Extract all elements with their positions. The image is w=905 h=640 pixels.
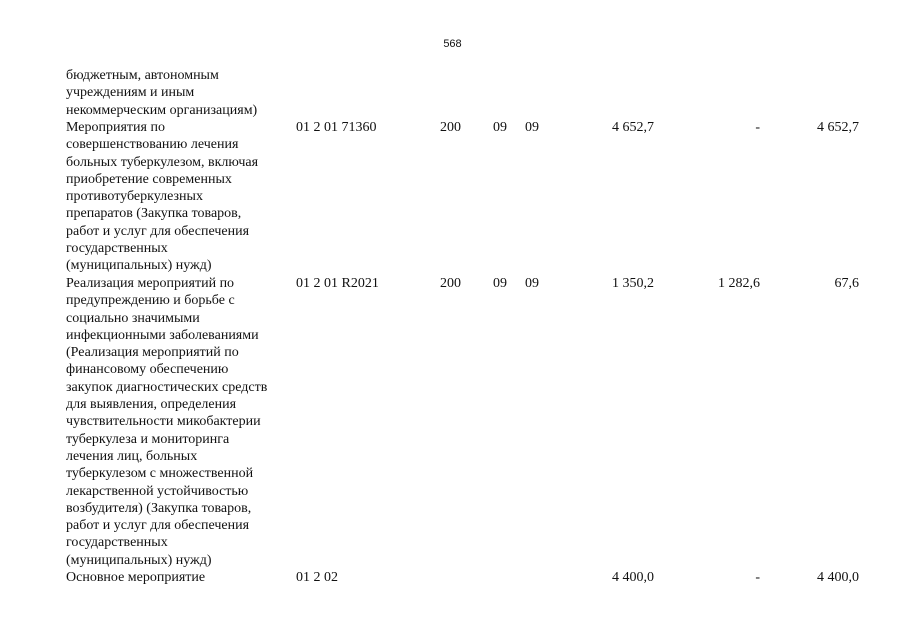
description-line: (муниципальных) нужд) [66,552,212,568]
description-line: работ и услуг для обеспечения [66,223,250,239]
description-line: для выявления, определения [66,397,237,413]
description-line: закупок диагностических средств [66,379,268,395]
description-line: лекарственной устойчивостью [66,483,249,499]
row-description [66,119,288,275]
page-number: 568 [443,38,462,50]
description-line: совершенствованию лечения [66,137,239,153]
subsection-code: 09 [525,276,539,291]
subsection-code: 09 [525,120,539,135]
description-line: противотуберкулезных [66,189,203,205]
description-line: (муниципальных) нужд) [66,258,212,274]
description-line: туберкулезом с множественной [66,466,254,482]
description-line: предупреждению и борьбе с [66,293,235,309]
description-line: Мероприятия по [66,120,165,135]
regional-amount: 4 400,0 [817,570,859,585]
description-line: препаратов (Закупка товаров, [66,206,242,222]
description-line: учреждениям и иным [66,85,195,101]
description-line: лечения лиц, больных [66,448,198,464]
description-line: туберкулеза и мониторинга [66,431,230,447]
expense-type-code: 200 [440,120,461,135]
description-line: работ и услуг для обеспечения [66,518,250,534]
description-line: государственных [66,241,168,257]
federal-amount: 1 282,6 [718,276,760,291]
row-description [66,569,288,586]
target-article-code: 01 2 01 71360 [296,120,377,135]
description-line: бюджетным, автономным [66,68,219,83]
description-line: Основное мероприятие [66,570,206,585]
description-line: инфекционными заболеваниями [66,327,259,343]
section-code: 09 [493,276,507,291]
description-line: социально значимыми [66,310,200,326]
row-description [66,67,288,119]
expense-type-code: 200 [440,276,461,291]
regional-amount: 67,6 [834,276,859,291]
federal-amount: - [755,570,760,585]
total-amount: 1 350,2 [612,276,654,291]
description-line: финансовому обеспечению [66,362,229,378]
target-article-code: 01 2 02 [296,570,338,585]
description-line: возбудителя) (Закупка товаров, [66,500,252,516]
description-line: (Реализация мероприятий по [66,345,239,361]
total-amount: 4 400,0 [612,570,654,585]
total-amount: 4 652,7 [612,120,654,135]
regional-amount: 4 652,7 [817,120,859,135]
description-line: приобретение современных [66,171,232,187]
federal-amount: - [755,120,760,135]
description-line: некоммерческим организациям) [66,102,258,118]
description-line: чувствительности микобактерии [66,414,261,430]
description-line: больных туберкулезом, включая [66,154,259,170]
description-line: государственных [66,535,168,551]
row-description [66,275,288,569]
section-code: 09 [493,120,507,135]
target-article-code: 01 2 01 R2021 [296,276,379,291]
description-line: Реализация мероприятий по [66,276,235,291]
